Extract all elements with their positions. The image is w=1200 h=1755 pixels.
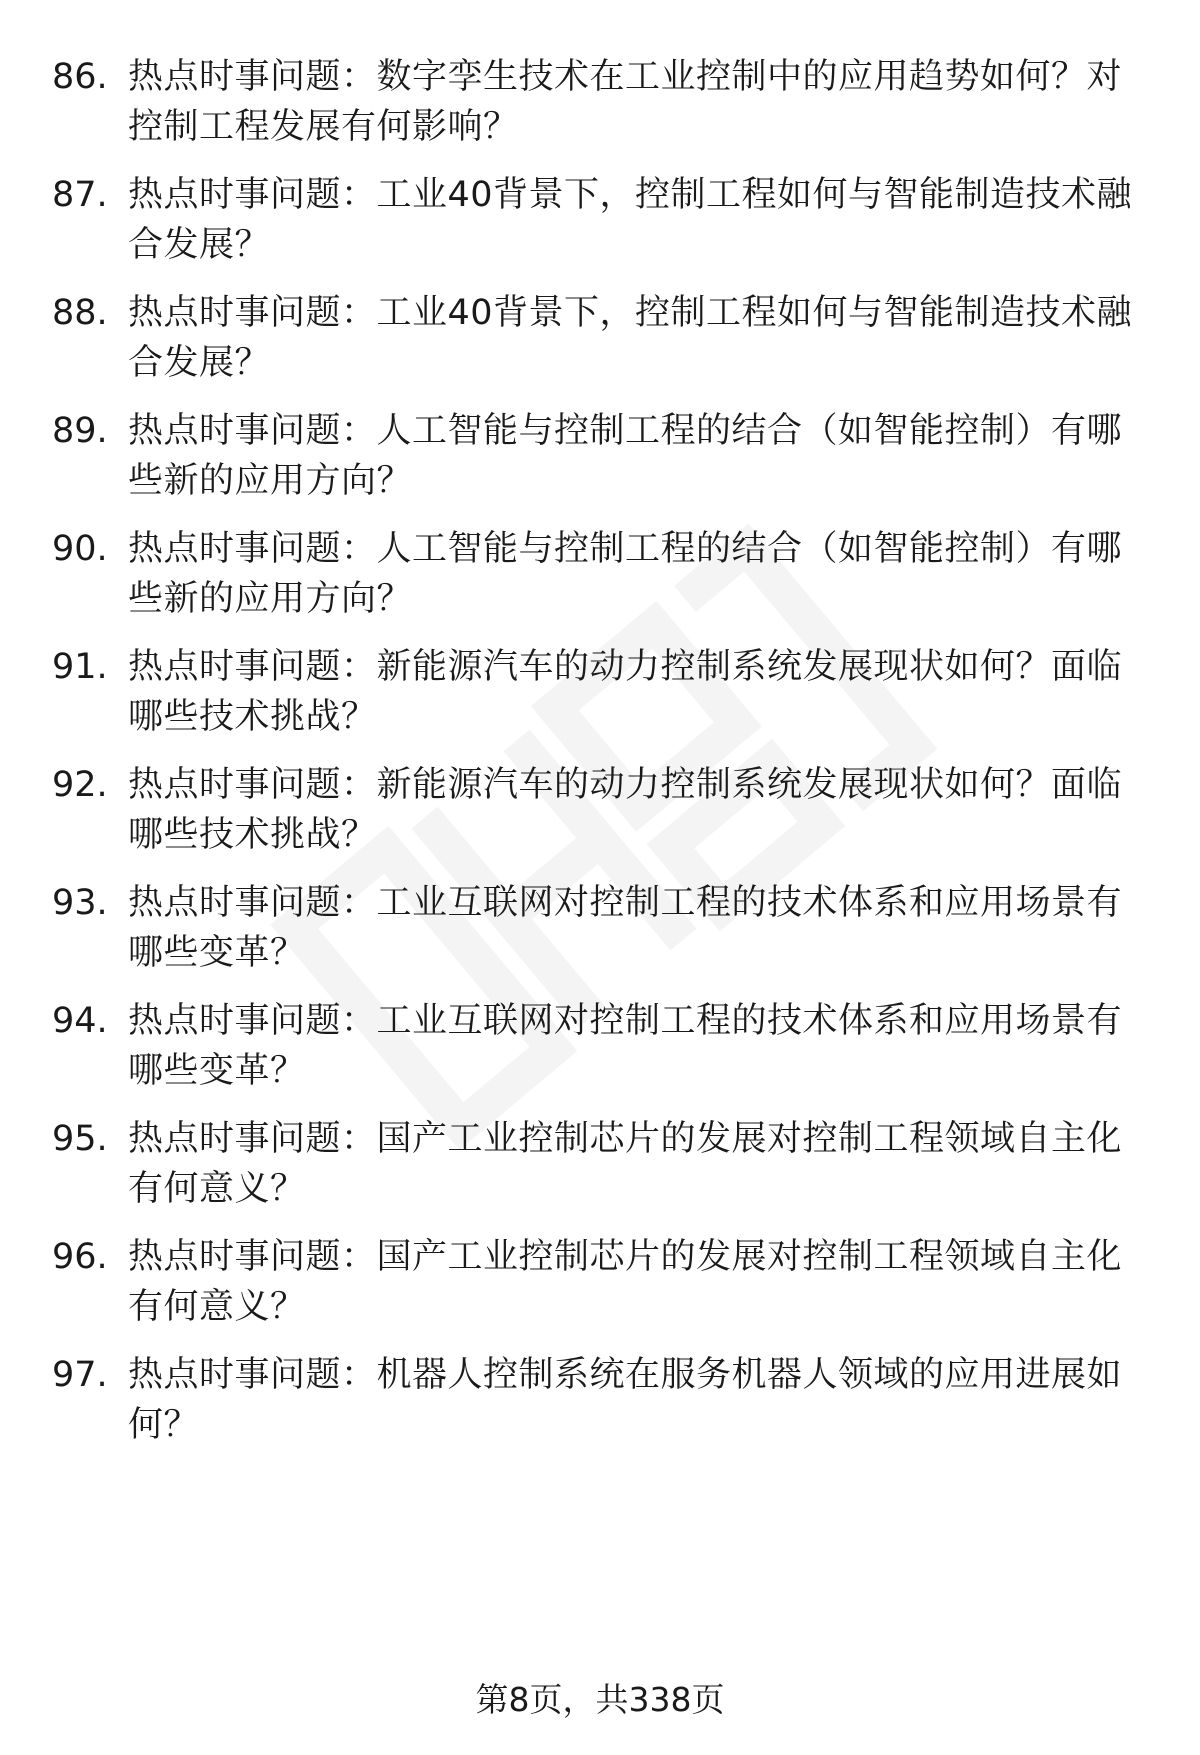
question-number: 91. xyxy=(52,647,108,687)
question-item xyxy=(0,1350,1200,1460)
question-text: 热点时事问题：机器人控制系统在服务机器人领域的应用进展如何？ xyxy=(128,1355,1123,1445)
question-text: 热点时事问题：工业40背景下，控制工程如何与智能制造技术融合发展？ xyxy=(128,293,1133,383)
question-item xyxy=(0,406,1200,516)
question-text: 热点时事问题：国产工业控制芯片的发展对控制工程领域自主化有何意义？ xyxy=(128,1237,1123,1327)
question-item xyxy=(0,170,1200,280)
question-text: 热点时事问题：新能源汽车的动力控制系统发展现状如何？面临哪些技术挑战？ xyxy=(128,647,1123,737)
question-number: 86. xyxy=(52,57,108,97)
question-number: 97. xyxy=(52,1355,108,1395)
question-text: 热点时事问题：人工智能与控制工程的结合（如智能控制）有哪些新的应用方向？ xyxy=(128,529,1123,619)
question-item xyxy=(0,760,1200,870)
question-number: 89. xyxy=(52,411,108,451)
question-item xyxy=(0,288,1200,398)
question-item xyxy=(0,878,1200,988)
question-number: 90. xyxy=(52,529,108,569)
question-number: 93. xyxy=(52,883,108,923)
question-number: 95. xyxy=(52,1119,108,1159)
question-number: 88. xyxy=(52,293,108,333)
question-item xyxy=(0,52,1200,162)
question-number: 87. xyxy=(52,175,108,215)
question-text: 热点时事问题：国产工业控制芯片的发展对控制工程领域自主化有何意义？ xyxy=(128,1119,1123,1209)
question-text: 热点时事问题：数字孪生技术在工业控制中的应用趋势如何？对控制工程发展有何影响？ xyxy=(128,57,1123,147)
question-text: 热点时事问题：工业40背景下，控制工程如何与智能制造技术融合发展？ xyxy=(128,175,1133,265)
question-number: 96. xyxy=(52,1237,108,1277)
page-number-footer: 第8页，共338页 xyxy=(475,1680,725,1719)
question-item xyxy=(0,1232,1200,1342)
question-item xyxy=(0,996,1200,1106)
question-item xyxy=(0,524,1200,634)
question-item xyxy=(0,642,1200,752)
question-item xyxy=(0,1114,1200,1224)
question-text: 热点时事问题：新能源汽车的动力控制系统发展现状如何？面临哪些技术挑战？ xyxy=(128,765,1123,855)
question-number: 94. xyxy=(52,1001,108,1041)
question-text: 热点时事问题：人工智能与控制工程的结合（如智能控制）有哪些新的应用方向？ xyxy=(128,411,1123,501)
question-text: 热点时事问题：工业互联网对控制工程的技术体系和应用场景有哪些变革？ xyxy=(128,1001,1123,1091)
question-text: 热点时事问题：工业互联网对控制工程的技术体系和应用场景有哪些变革？ xyxy=(128,883,1123,973)
question-number: 92. xyxy=(52,765,108,805)
